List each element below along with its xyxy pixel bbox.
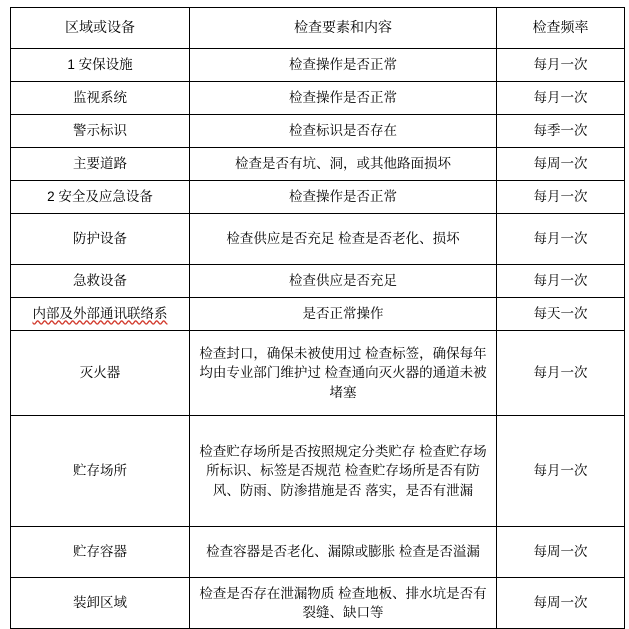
- cell-content: 检查操作是否正常: [190, 82, 497, 115]
- cell-content: 是否正常操作: [190, 298, 497, 331]
- cell-area: 急救设备: [11, 265, 190, 298]
- table-row: [11, 115, 625, 148]
- cell-content: 检查标识是否存在: [190, 115, 497, 148]
- cell-content: 检查贮存场所是否按照规定分类贮存 检查贮存场所标识、标签是否规范 检查贮存场所是否有防风、防雨、防渗措施是否 落实，是否有泄漏: [190, 416, 497, 527]
- cell-content: 检查供应是否充足 检查是否老化、损坏: [190, 214, 497, 265]
- cell-content: 检查操作是否正常: [190, 181, 497, 214]
- table-body: [11, 8, 625, 629]
- cell-content: 检查封口，确保未被使用过 检查标签，确保每年均由专业部门维护过 检查通向灭火器的通道未被堵塞: [190, 331, 497, 416]
- cell-area: 防护设备: [11, 214, 190, 265]
- table-header-row: [11, 8, 625, 49]
- cell-area: 主要道路: [11, 148, 190, 181]
- table-row: [11, 527, 625, 578]
- cell-area: 贮存容器: [11, 527, 190, 578]
- cell-frequency: 每月一次: [497, 214, 625, 265]
- table-row: [11, 265, 625, 298]
- cell-content: 检查是否有坑、洞，或其他路面损坏: [190, 148, 497, 181]
- cell-frequency: 每月一次: [497, 416, 625, 527]
- cell-area: 灭火器: [11, 331, 190, 416]
- cell-content: 检查容器是否老化、漏隙或膨胀 检查是否溢漏: [190, 527, 497, 578]
- cell-frequency: 每月一次: [497, 49, 625, 82]
- cell-frequency: 每月一次: [497, 82, 625, 115]
- cell-content: 检查是否存在泄漏物质 检查地板、排水坑是否有裂缝、缺口等: [190, 578, 497, 629]
- column-header-content: 检查要素和内容: [190, 8, 497, 49]
- table-row: [11, 416, 625, 527]
- cell-area: 2 安全及应急设备: [11, 181, 190, 214]
- cell-frequency: 每周一次: [497, 578, 625, 629]
- cell-content: 检查供应是否充足: [190, 265, 497, 298]
- column-header-frequency: 检查频率: [497, 8, 625, 49]
- cell-frequency: 每月一次: [497, 331, 625, 416]
- table-row: [11, 148, 625, 181]
- spellcheck-underline: 内部及外部通讯联络系: [32, 306, 168, 322]
- cell-area: [11, 298, 190, 331]
- table-row: [11, 298, 625, 331]
- document-page: [0, 7, 629, 620]
- table-row: [11, 181, 625, 214]
- table-row: [11, 578, 625, 629]
- cell-area: 警示标识: [11, 115, 190, 148]
- cell-frequency: 每季一次: [497, 115, 625, 148]
- table-row: [11, 82, 625, 115]
- cell-frequency: 每月一次: [497, 181, 625, 214]
- cell-content: 检查操作是否正常: [190, 49, 497, 82]
- cell-frequency: 每周一次: [497, 148, 625, 181]
- cell-area: 1 安保设施: [11, 49, 190, 82]
- table-row: [11, 49, 625, 82]
- inspection-table: [10, 7, 625, 629]
- cell-frequency: 每月一次: [497, 265, 625, 298]
- cell-area: 监视系统: [11, 82, 190, 115]
- cell-area: 装卸区域: [11, 578, 190, 629]
- cell-area: 贮存场所: [11, 416, 190, 527]
- table-row: [11, 214, 625, 265]
- column-header-area: 区域或设备: [11, 8, 190, 49]
- cell-frequency: 每天一次: [497, 298, 625, 331]
- table-row: [11, 331, 625, 416]
- cell-frequency: 每周一次: [497, 527, 625, 578]
